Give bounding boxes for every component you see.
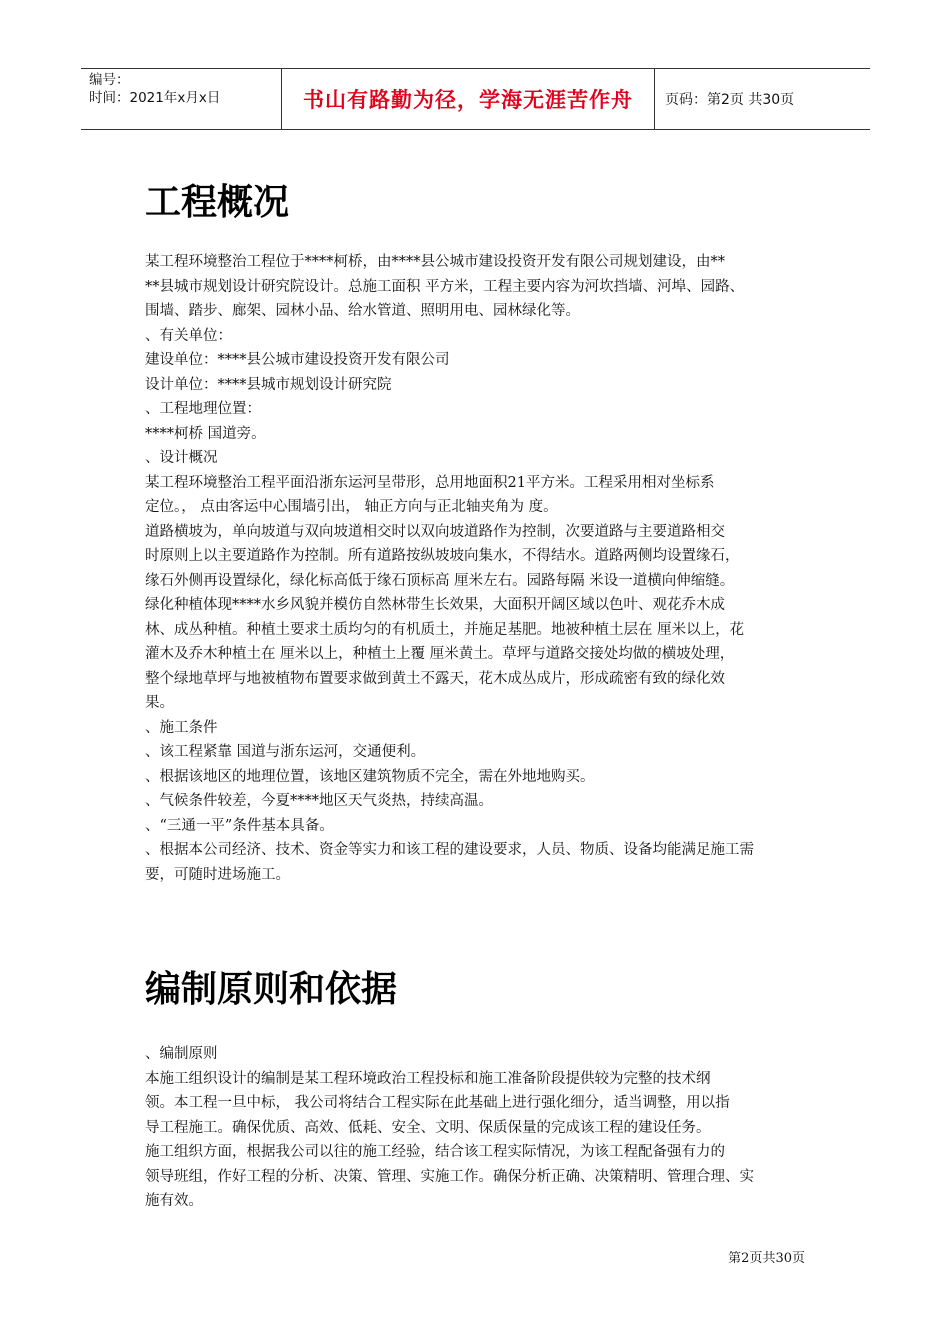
body-line: 、有关单位： bbox=[145, 327, 232, 344]
body-line: 林、成丛种植。种植土要求土质均匀的有机质土，并施足基肥。地被种植土层在 厘米以上，花 bbox=[145, 621, 745, 638]
body-line: 缘石外侧再设置绿化，绿化标高低于缘石顶标高 厘米左右。园路每隔 米设一道横向伸缩缝。 bbox=[145, 572, 735, 589]
body-line: 、“三通一平”条件基本具备。 bbox=[145, 817, 334, 834]
body-line: ****柯桥 国道旁。 bbox=[145, 425, 266, 442]
body-line: 要，可随时进场施工。 bbox=[145, 866, 290, 883]
body-line: 、气候条件较差，今夏****地区天气炎热，持续高温。 bbox=[145, 793, 493, 809]
body-line: 果。 bbox=[145, 695, 174, 711]
body-line: 、编制原则 bbox=[145, 1046, 218, 1062]
body-line: 道路横坡为，单向坡道与双向坡道相交时以双向坡道路作为控制，次要道路与主要道路相交 bbox=[145, 523, 725, 540]
body-line: 围墙、踏步、廊架、园林小品、给水管道、照明用电、园林绿化等。 bbox=[145, 303, 580, 319]
body-line: 某工程环境整治工程位于****柯桥，由****县公城市建设投资开发有限公司规划建设，由** bbox=[145, 254, 725, 270]
body-line: **县城市规划设计研究院设计。总施工面积 平方米，工程主要内容为河坎挡墙、河埠、园路、 bbox=[145, 278, 745, 295]
body-line: 、工程地理位置： bbox=[145, 401, 261, 417]
body-line: 、施工条件 bbox=[145, 719, 218, 736]
header-meta bbox=[81, 69, 281, 129]
body-line: 领导班组，作好工程的分析、决策、管理、实施工作。确保分析正确、决策精明、管理合理、实 bbox=[145, 1168, 754, 1185]
body-line: 建设单位：****县公城市建设投资开发有限公司 bbox=[145, 352, 450, 368]
body-line: 领。本工程一旦中标， 我公司将结合工程实际在此基础上进行强化细分，适当调整，用以指 bbox=[145, 1095, 730, 1111]
body-line: 整个绿地草坪与地被植物布置要求做到黄土不露天，花木成丛成片，形成疏密有致的绿化效 bbox=[145, 670, 725, 687]
body-line: 、根据该地区的地理位置，该地区建筑物质不完全，需在外地地购买。 bbox=[145, 768, 595, 785]
body-line: 时原则上以主要道路作为控制。所有道路按纵坡坡向集水，不得结水。道路两侧均设置缘石， bbox=[145, 548, 740, 564]
document-date-label: 时间：2021年x月x日 bbox=[89, 90, 221, 106]
body-line: 绿化种植体现****水乡风貌并模仿自然林带生长效果，大面积开阔区域以色叶、观花乔木成 bbox=[145, 597, 725, 613]
header-motto-cell bbox=[281, 69, 655, 129]
section-title-principles: 编制原则和依据 bbox=[145, 969, 398, 1010]
section-body-overview bbox=[145, 250, 810, 887]
body-line: 本施工组织设计的编制是某工程环境政治工程投标和施工准备阶段提供较为完整的技术纲 bbox=[145, 1070, 711, 1087]
body-line: 定位。， 点由客运中心围墙引出， 轴正方向与正北轴夹角为 度。 bbox=[145, 499, 558, 515]
section-title-overview: 工程概况 bbox=[145, 182, 290, 223]
body-line: 、设计概况 bbox=[145, 450, 218, 466]
body-line: 、根据本公司经济、技术、资金等实力和该工程的建设要求，人员、物质、设备均能满足施工需 bbox=[145, 842, 754, 858]
page-header bbox=[81, 68, 870, 130]
document-number-label: 编号： bbox=[89, 72, 130, 88]
header-page-number: 页码：第2页 共30页 bbox=[665, 92, 795, 108]
header-page-cell bbox=[655, 69, 870, 129]
body-line: 、该工程紧靠 国道与浙东运河，交通便利。 bbox=[145, 744, 426, 760]
page-footer-number: 第2页共30页 bbox=[728, 1251, 805, 1266]
body-line: 某工程环境整治工程平面沿浙东运河呈带形，总用地面积21平方米。工程采用相对坐标系 bbox=[145, 474, 715, 491]
body-line: 施工组织方面，根据我公司以往的施工经验，结合该工程实际情况，为该工程配备强有力的 bbox=[145, 1144, 725, 1160]
body-line: 导工程施工。确保优质、高效、低耗、安全、文明、保质保量的完成该工程的建设任务。 bbox=[145, 1119, 711, 1136]
body-line: 设计单位：****县城市规划设计研究院 bbox=[145, 376, 392, 393]
body-line: 灌木及乔木种植土在 厘米以上，种植土上覆 厘米黄土。草坪与道路交接处均做的横坡处理， bbox=[145, 646, 735, 662]
header-motto: 书山有路勤为径，学海无涯苦作舟 bbox=[303, 88, 633, 112]
body-line: 施有效。 bbox=[145, 1193, 203, 1209]
section-body-principles bbox=[145, 1042, 810, 1214]
